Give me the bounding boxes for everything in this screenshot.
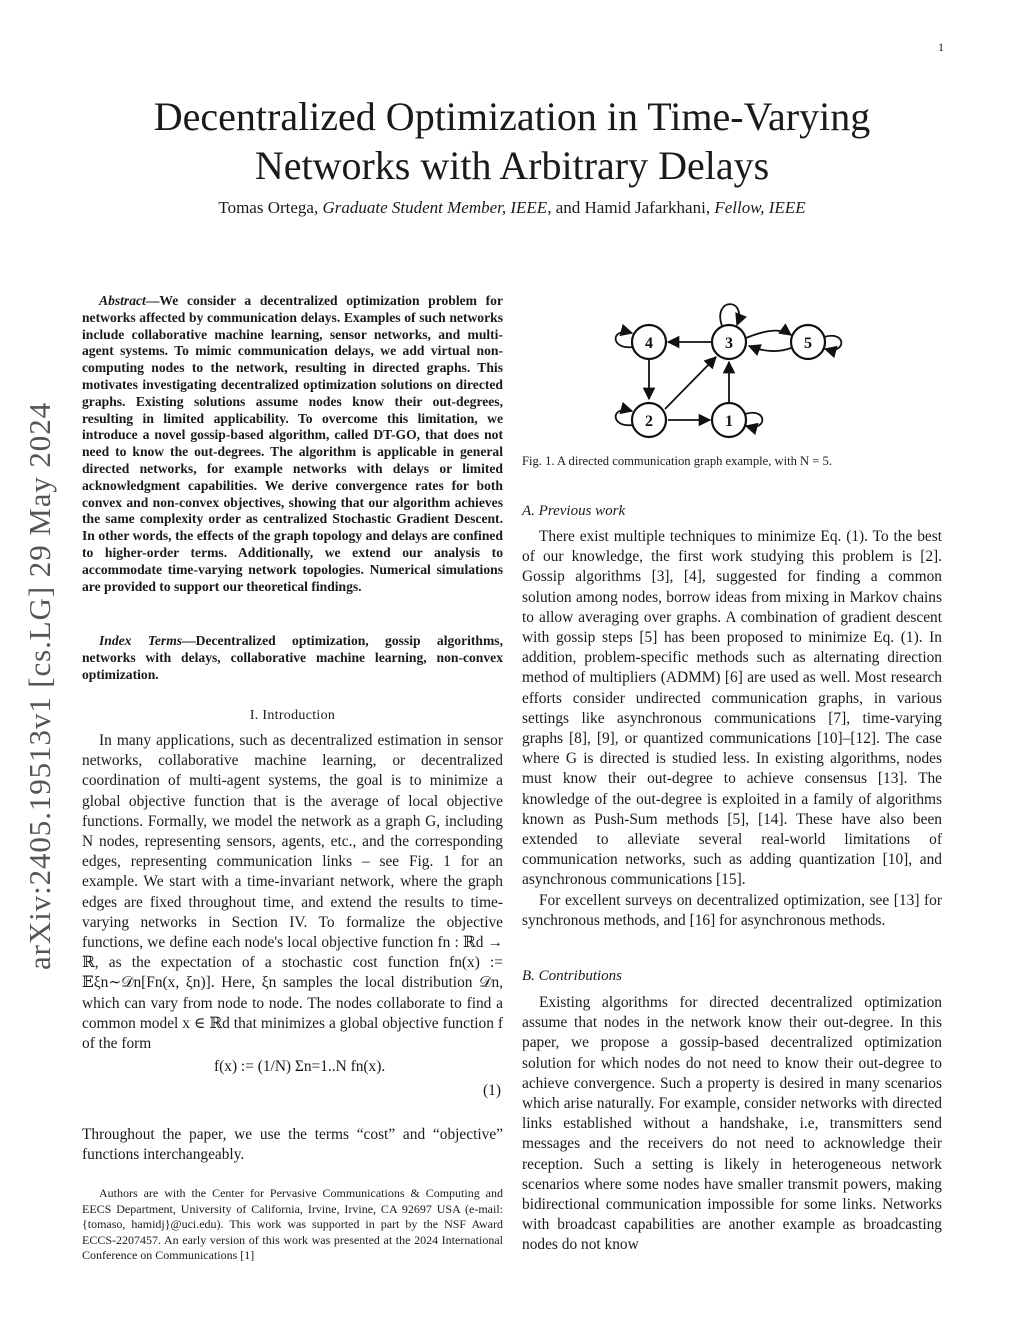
self-loop-1	[745, 413, 762, 427]
index-terms-label: Index Terms	[99, 633, 183, 648]
abstract-text: —We consider a decentralized optimization problem for networks affected by communication delays. Examples of such networks include collaborative machine learning, sensor networks, and multi-agent systems. To mimic communication delays, we add virtual non-computing nodes to the network, resulting in directed graphs. This motivates investigating decentralized optimization solutions on directed graphs. Existing solutions assume nodes know their out-degrees, resulting in limited applicability. To overcome this limitation, we introduce a novel gossip-based algorithm, called DT-GO, that does not need to know the out-degrees. The algorithm is applicable in general directed networks, for example networks with delays or limited acknowledgment capabilities. We derive convergence rates for both convex and non-convex objectives, showing that our algorithm achieves the same complexity order as centralized Stochastic Gradient Descent. In other words, the effects of the graph topology and delays are confined to higher-order terms. Additionally, we extend our analysis to accommodate time-varying network topologies. Numerical simulations are provided to support our theoretical findings.	[82, 293, 503, 594]
author-1-name: Tomas Ortega,	[218, 198, 319, 217]
previous-work-p2: For excellent surveys on decentralized optimization, see [13] for synchronous methods, and [16] for asynchronous methods.	[522, 891, 942, 929]
contributions-p1: Existing algorithms for directed decentralized optimization assume that nodes in the network know their out-degree. In this paper, we propose a gossip-based decentralized optimization solution for which nodes do not need to know their out-degree to achieve convergence. Such a property is desired in many scenarios which arise naturally. For example, consider networks with directed links established without a handshake, i.e, transmitters send messages and the receivers do not need to acknowledge their reception. Such a setting is likely in heterogeneous network scenarios where some nodes have smaller transmit powers, making bidirectional communication impossible for some links. Networks with broadcast capabilities are another example as broadcasting nodes do not know	[522, 994, 942, 1254]
abstract	[82, 293, 503, 595]
node-4	[632, 325, 666, 359]
equation-1	[82, 1058, 503, 1118]
node-1-label: 1	[725, 413, 733, 430]
directed-graph-svg	[522, 295, 942, 445]
previous-work-p1: There exist multiple techniques to minimize Eq. (1). To the best of our knowledge, the first work studying this problem is [2]. Gossip algorithms [3], [4], suggested for finding a common solution among nodes, borrow ideas from mixing in Markov chains to allow averaging over graphs. A combination of gradient descent with gossip steps [5] has been proposed to minimize Eq. (1). In addition, problem-specific methods such as alternating direction method of multipliers (ADMM) [6] are used as well. Most research efforts consider undirected communication graphs, in various settings like asynchronous communications [7], time-varying graphs [8], [9], or quantized communications [10]–[12]. The case where G is directed is studied less. In existing algorithms, nodes must know their out-degree to achieve consensus [13]. The knowledge of the out-degree is exploited in a family of algorithms known as Push-Sum methods [5], [14]. These have also been extended to alleviate several real-world limitations of communication networks, such as adding quantization [10], and asynchronous communications [15].	[522, 528, 942, 889]
self-loop-5	[824, 336, 841, 350]
footnote-text: Authors are with the Center for Pervasive Communications & Computing and EECS Department, University of California, Irvine, Irvine, CA 92697 USA (e-mail: {tomaso, hamidj}@uci.edu). This work was supported in part by the NSF Award ECCS-2207457. An early version of this work was presented at the 2024 International Conference on Communications [1]	[82, 1186, 503, 1262]
node-5	[791, 325, 825, 359]
node-1	[712, 403, 746, 437]
section-heading-introduction: I. Introduction	[249, 708, 336, 723]
abstract-label: Abstract	[99, 293, 146, 308]
author-2-name: , and Hamid Jafarkhani,	[547, 198, 711, 217]
node-4-label: 4	[645, 335, 653, 352]
self-loop-2	[616, 410, 633, 425]
node-2-label: 2	[645, 413, 653, 430]
subsection-heading-contributions: B. Contributions	[522, 968, 623, 984]
node-3	[712, 325, 746, 359]
author-2-role: Fellow, IEEE	[714, 198, 806, 217]
page-number: 1	[938, 40, 944, 54]
author-footnote	[82, 1186, 503, 1264]
edge-5-3	[749, 346, 791, 351]
index-terms-text: —Decentralized optimization, gossip algorithms, networks with delays, collaborative machine learning, non-convex optimization.	[82, 633, 503, 682]
subsection-heading-previous-work: A. Previous work	[522, 503, 626, 519]
edge-3-5	[746, 331, 791, 338]
intro-p1: In many applications, such as decentralized estimation in sensor networks, collaborative machine learning, or decentralized coordination of multi-agent systems, the goal is to minimize a global objective function that is the average of local objective functions. Formally, we model the network as a graph G, including N nodes, representing sensors, agents, etc., and the corresponding edges, representing communication links – see Fig. 1 for an example. We start with a time-invariant network, where the graph edges are fixed throughout time, and extend the results to time-varying networks in Section IV. To formalize the objective functions, we define each node's local objective function fn : ℝd → ℝ, as the expectation of a stochastic cost function fn(x) := 𝔼ξn∼𝒟n[Fn(x, ξn)]. Here, ξn samples the local distribution 𝒟n, which can vary from node to node. The nodes collaborate to find a common model x ∈ ℝd that minimizes a global objective function f of the form	[82, 732, 503, 1053]
edge-2-3	[665, 357, 716, 409]
previous-work-text	[522, 527, 942, 931]
paper-title: Decentralized Optimization in Time-Varying Networks with Arbitrary Delays	[153, 94, 871, 188]
self-loop-3	[720, 304, 739, 326]
introduction-paragraph-2	[82, 1125, 503, 1165]
contributions-text	[522, 993, 942, 1256]
author-line	[100, 198, 924, 218]
equation-expression: f(x) := (1/N) Σn=1..N fn(x).	[214, 1058, 386, 1075]
figure-1-graph	[522, 295, 942, 445]
index-terms	[82, 633, 503, 683]
intro-p2: Throughout the paper, we use the terms “cost” and “objective” functions interchangeably.	[82, 1126, 503, 1164]
equation-number: (1)	[483, 1082, 501, 1099]
figure-1-caption: Fig. 1. A directed communication graph example, with N = 5.	[522, 454, 832, 468]
author-1-role: Graduate Student Member, IEEE	[322, 198, 548, 217]
self-loop-4	[616, 332, 633, 347]
node-2	[632, 403, 666, 437]
introduction-paragraph-1	[82, 731, 503, 1054]
arxiv-identifier: arXiv:2405.19513v1 [cs.LG] 29 May 2024	[22, 401, 57, 970]
node-5-label: 5	[804, 335, 812, 352]
node-3-label: 3	[725, 335, 733, 352]
